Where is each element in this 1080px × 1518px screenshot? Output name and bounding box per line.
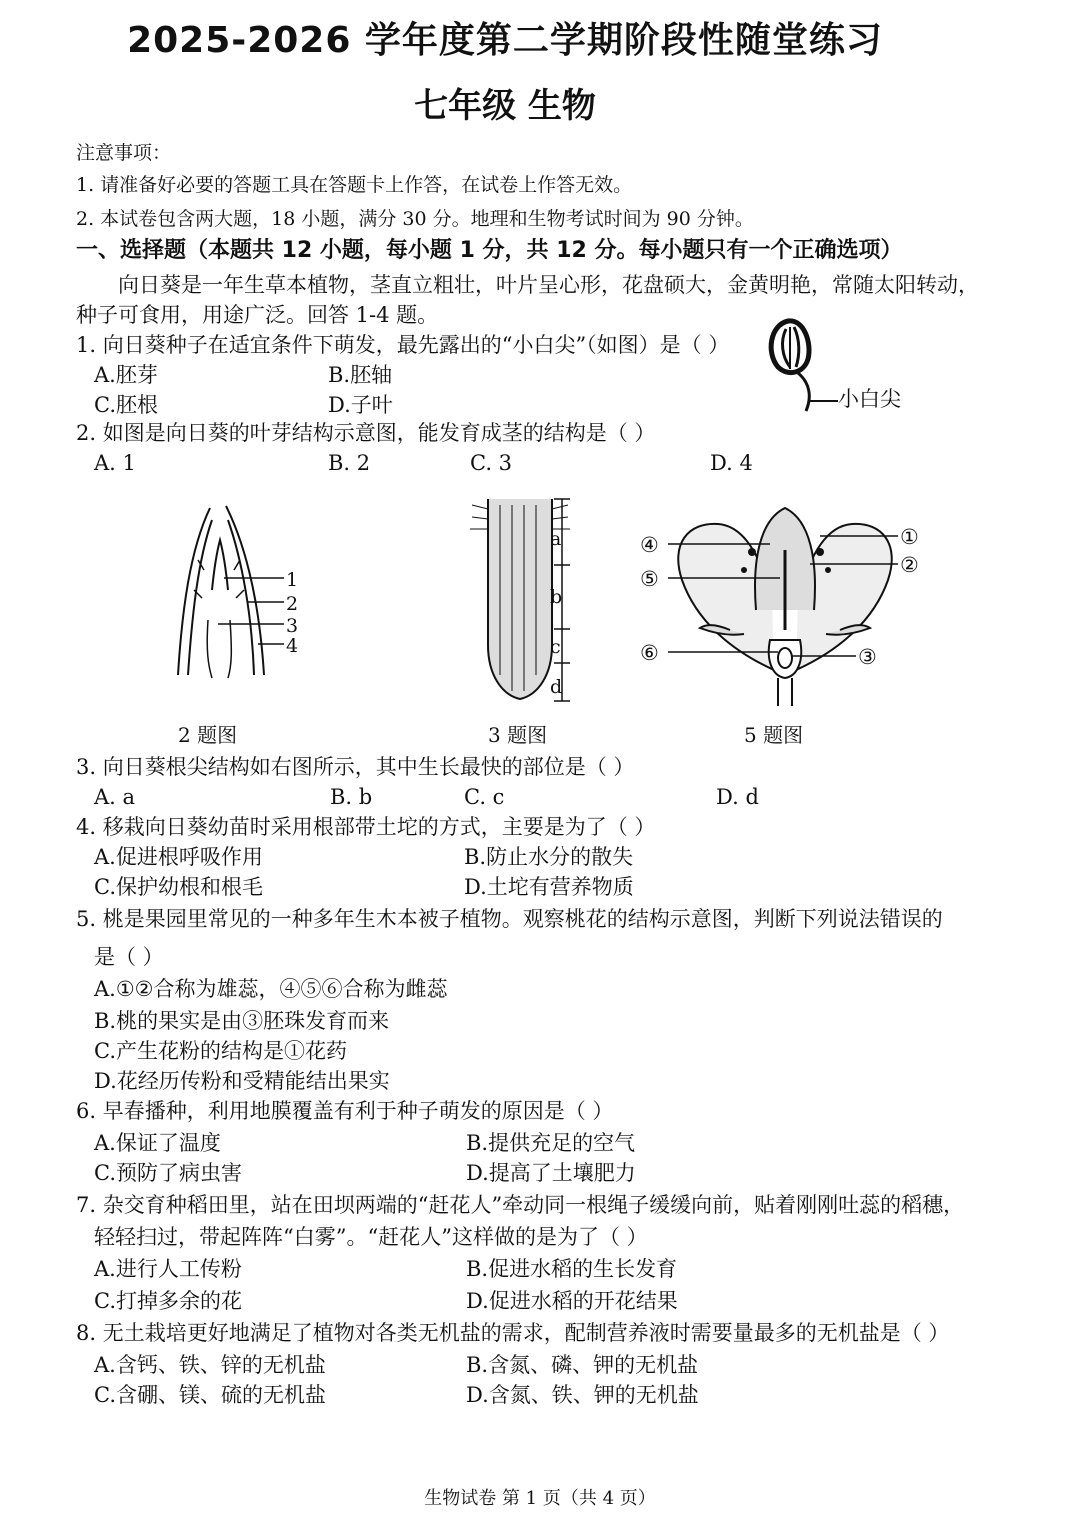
intro-line-2: 种子可食用，用途广泛。回答 1-4 题。 [76,303,439,327]
bud-label-4: 4 [286,635,299,657]
question-7-stem: 7. 杂交育种稻田里，站在田坝两端的“赶花人”牵动同一根绳子缓缓向前，贴着刚刚吐蕊的稻穗， [76,1193,965,1217]
question-2-stem: 2. 如图是向日葵的叶芽结构示意图，能发育成茎的结构是（ ） [76,421,656,445]
q6-option-d: D.提高了土壤肥力 [466,1161,636,1185]
peach-flower-figure [660,500,910,710]
question-3-stem: 3. 向日葵根尖结构如右图所示，其中生长最快的部位是（ ） [76,755,635,779]
root-label-a: a [550,528,562,550]
q3-option-c: C. c [464,785,505,809]
q8-option-d: D.含氮、铁、钾的无机盐 [466,1383,699,1407]
caption-q2: 2 题图 [178,723,238,747]
q8-option-a: A.含钙、铁、锌的无机盐 [94,1353,326,1377]
notice-item-2: 2. 本试卷包含两大题，18 小题，满分 30 分。地理和生物考试时间为 90 分钟。 [76,208,754,230]
question-5-stem-cont: 是（ ） [94,945,164,969]
q1-option-d: D.子叶 [328,393,393,417]
question-5-stem: 5. 桃是果园里常见的一种多年生木本被子植物。观察桃花的结构示意图，判断下列说法错误的 [76,907,943,931]
q5-option-d: D.花经历传粉和受精能结出果实 [94,1069,390,1093]
flower-label-1: ① [900,525,919,549]
q6-option-b: B.提供充足的空气 [466,1131,636,1155]
q6-option-a: A.保证了温度 [94,1131,221,1155]
q4-option-a: A.促进根呼吸作用 [94,845,263,869]
root-label-d: d [550,676,563,698]
bud-label-2: 2 [286,593,299,615]
q4-option-b: B.防止水分的散失 [464,845,634,869]
question-4-stem: 4. 移栽向日葵幼苗时采用根部带土坨的方式，主要是为了（ ） [76,815,656,839]
caption-q5: 5 题图 [744,723,804,747]
q2-option-c: C. 3 [470,451,513,475]
flower-label-3: ③ [858,645,877,669]
q2-option-a: A. 1 [94,451,136,475]
q7-option-d: D.促进水稻的开花结果 [466,1289,678,1313]
q1-option-b: B.胚轴 [328,363,393,387]
q7-option-a: A.进行人工传粉 [94,1257,242,1281]
section-heading: 一、选择题（本题共 12 小题，每小题 1 分，共 12 分。每小题只有一个正确选项） [76,238,903,263]
q5-option-c: C.产生花粉的结构是①花药 [94,1039,347,1063]
flower-label-4: ④ [640,533,659,557]
bud-label-3: 3 [286,615,299,637]
q7-option-b: B.促进水稻的生长发育 [466,1257,678,1281]
seed-figure [760,315,840,420]
q5-option-b: B.桃的果实是由③胚珠发育而来 [94,1009,390,1033]
root-label-c: c [550,636,561,658]
question-1-stem: 1. 向日葵种子在适宜条件下萌发，最先露出的“小白尖”（如图）是（ ） [76,333,730,357]
root-label-b: b [550,586,563,608]
q8-option-b: B.含氮、磷、钾的无机盐 [466,1353,699,1377]
q7-option-c: C.打掉多余的花 [94,1289,242,1313]
q6-option-c: C.预防了病虫害 [94,1161,242,1185]
bud-label-1: 1 [286,569,299,591]
q3-option-d: D. d [716,785,759,809]
flower-label-6: ⑥ [640,641,659,665]
q1-option-a: A.胚芽 [94,363,158,387]
q2-option-b: B. 2 [328,451,371,475]
seed-label: 小白尖 [838,387,901,411]
question-6-stem: 6. 早春播种，利用地膜覆盖有利于种子萌发的原因是（ ） [76,1099,614,1123]
notice-item-1: 1. 请准备好必要的答题工具在答题卡上作答，在试卷上作答无效。 [76,174,633,196]
caption-q3: 3 题图 [488,723,548,747]
q2-option-d: D. 4 [710,451,753,475]
question-7-stem-cont: 轻轻扫过，带起阵阵“白雾”。“赶花人”这样做的是为了（ ） [94,1225,648,1249]
question-8-stem: 8. 无土栽培更好地满足了植物对各类无机盐的需求，配制营养液时需要量最多的无机盐是（ ） [76,1321,950,1345]
flower-label-2: ② [900,553,919,577]
intro-line-1: 向日葵是一年生草本植物，茎直立粗壮，叶片呈心形，花盘硕大，金黄明艳，常随太阳转动， [118,273,979,297]
page-footer: 生物试卷 第 1 页（共 4 页） [424,1488,656,1509]
q4-option-d: D.土坨有营养物质 [464,875,634,899]
q8-option-c: C.含硼、镁、硫的无机盐 [94,1383,326,1407]
q4-option-c: C.保护幼根和根毛 [94,875,263,899]
notice-heading: 注意事项： [76,142,172,164]
q3-option-a: A. a [94,785,136,809]
q1-option-c: C.胚根 [94,393,158,417]
exam-subtitle: 七年级 生物 [414,86,596,126]
exam-title: 2025-2026 学年度第二学期阶段性随堂练习 [127,20,883,61]
q3-option-b: B. b [330,785,373,809]
q5-option-a: A.①②合称为雄蕊，④⑤⑥合称为雌蕊 [94,977,448,1001]
flower-label-5: ⑤ [640,567,659,591]
